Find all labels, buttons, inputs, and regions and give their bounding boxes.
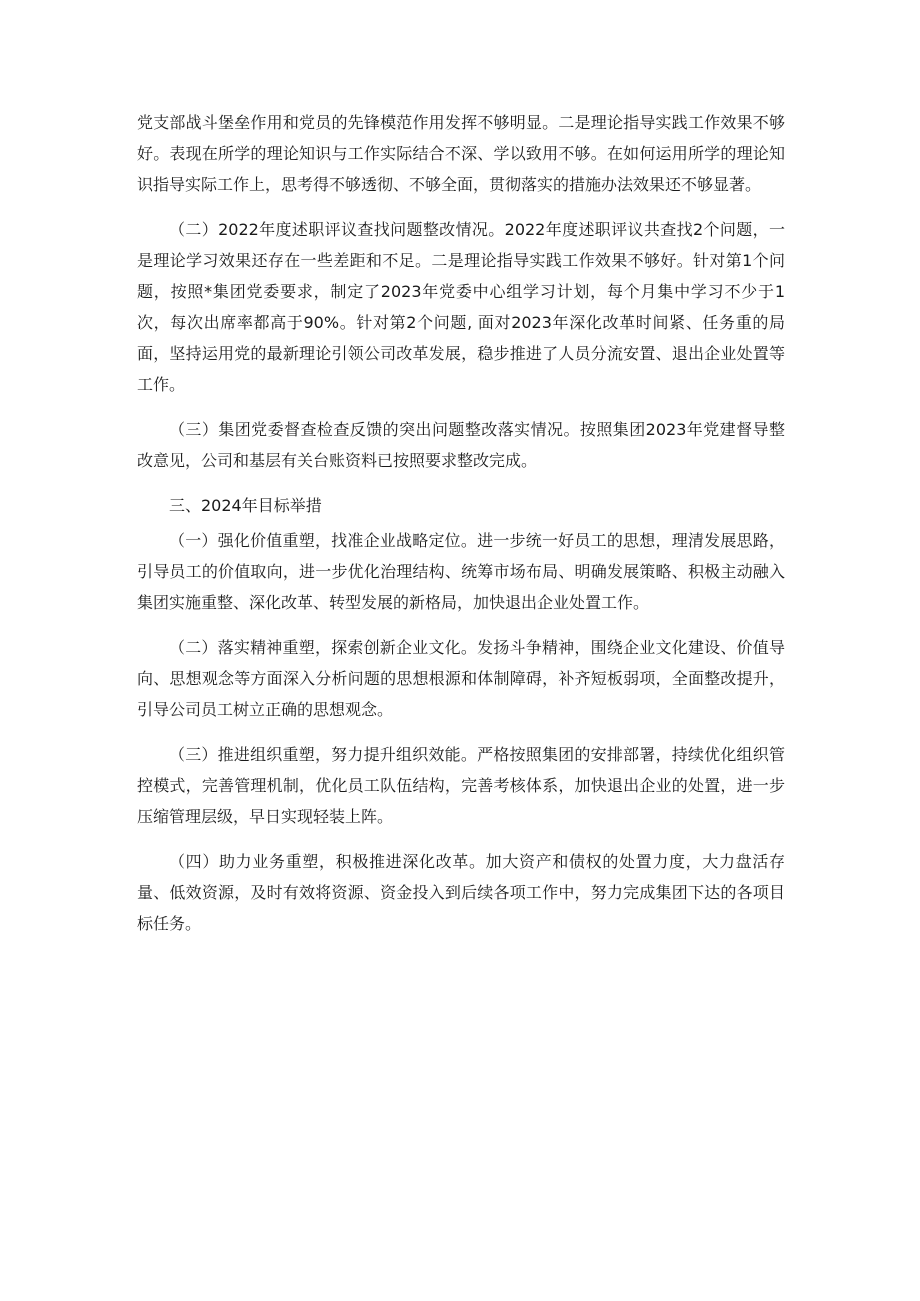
- paragraph-measure-organization: （三）推进组织重塑，努力提升组织效能。严格按照集团的安排部署，持续优化组织管控模式，完善管理机制，优化员工队伍结构，完善考核体系，加快退出企业的处置，进一步压缩管理层级，早日实现轻装上阵。: [137, 745, 785, 826]
- paragraph-measure-business: （四）助力业务重塑，积极推进深化改革。加大资产和债权的处置力度，大力盘活存量、低效资源，及时有效将资源、资金投入到后续各项工作中，努力完成集团下达的各项目标任务。: [137, 852, 785, 933]
- paragraph-rectification-2022: （二）2022年度述职评议查找问题整改情况。2022年度述职评议共查找2个问题，一是理论学习效果还存在一些差距和不足。二是理论指导实践工作效果不够好。针对第1个问题，按照*集团党委要求，制定了2023年党委中心组学习计划，每个月集中学习不少于1次，每次出席率都高于90%。针对第2个问题, 面对2023年深化改革时间紧、任务重的局面，坚持运用党的最新理论引领公司改革发展，稳步推进了人员分流安置、退出企业处置等工作。: [137, 220, 785, 394]
- paragraph-continuation: 党支部战斗堡垒作用和党员的先锋模范作用发挥不够明显。二是理论指导实践工作效果不够好。表现在所学的理论知识与工作实际结合不深、学以致用不够。在如何运用所学的理论知识指导实际工作上，思考得不够透彻、不够全面，贯彻落实的措施办法效果还不够显著。: [137, 113, 785, 194]
- paragraph-measure-value: （一）强化价值重塑，找准企业战略定位。进一步统一好员工的思想，理清发展思路，引导员工的价值取向，进一步优化治理结构、统筹市场布局、明确发展策略、积极主动融入集团实施重整、深化改革、转型发展的新格局，加快退出企业处置工作。: [137, 531, 785, 612]
- document-page: [137, 107, 785, 953]
- paragraph-supervision-feedback: （三）集团党委督查检查反馈的突出问题整改落实情况。按照集团2023年党建督导整改意见，公司和基层有关台账资料已按照要求整改完成。: [137, 420, 785, 470]
- section-heading-2024-goals: 三、2024年目标举措: [169, 496, 322, 515]
- paragraph-measure-spirit: （二）落实精神重塑，探索创新企业文化。发扬斗争精神，围绕企业文化建设、价值导向、思想观念等方面深入分析问题的思想根源和体制障碍，补齐短板弱项，全面整改提升，引导公司员工树立正确的思想观念。: [137, 638, 785, 719]
